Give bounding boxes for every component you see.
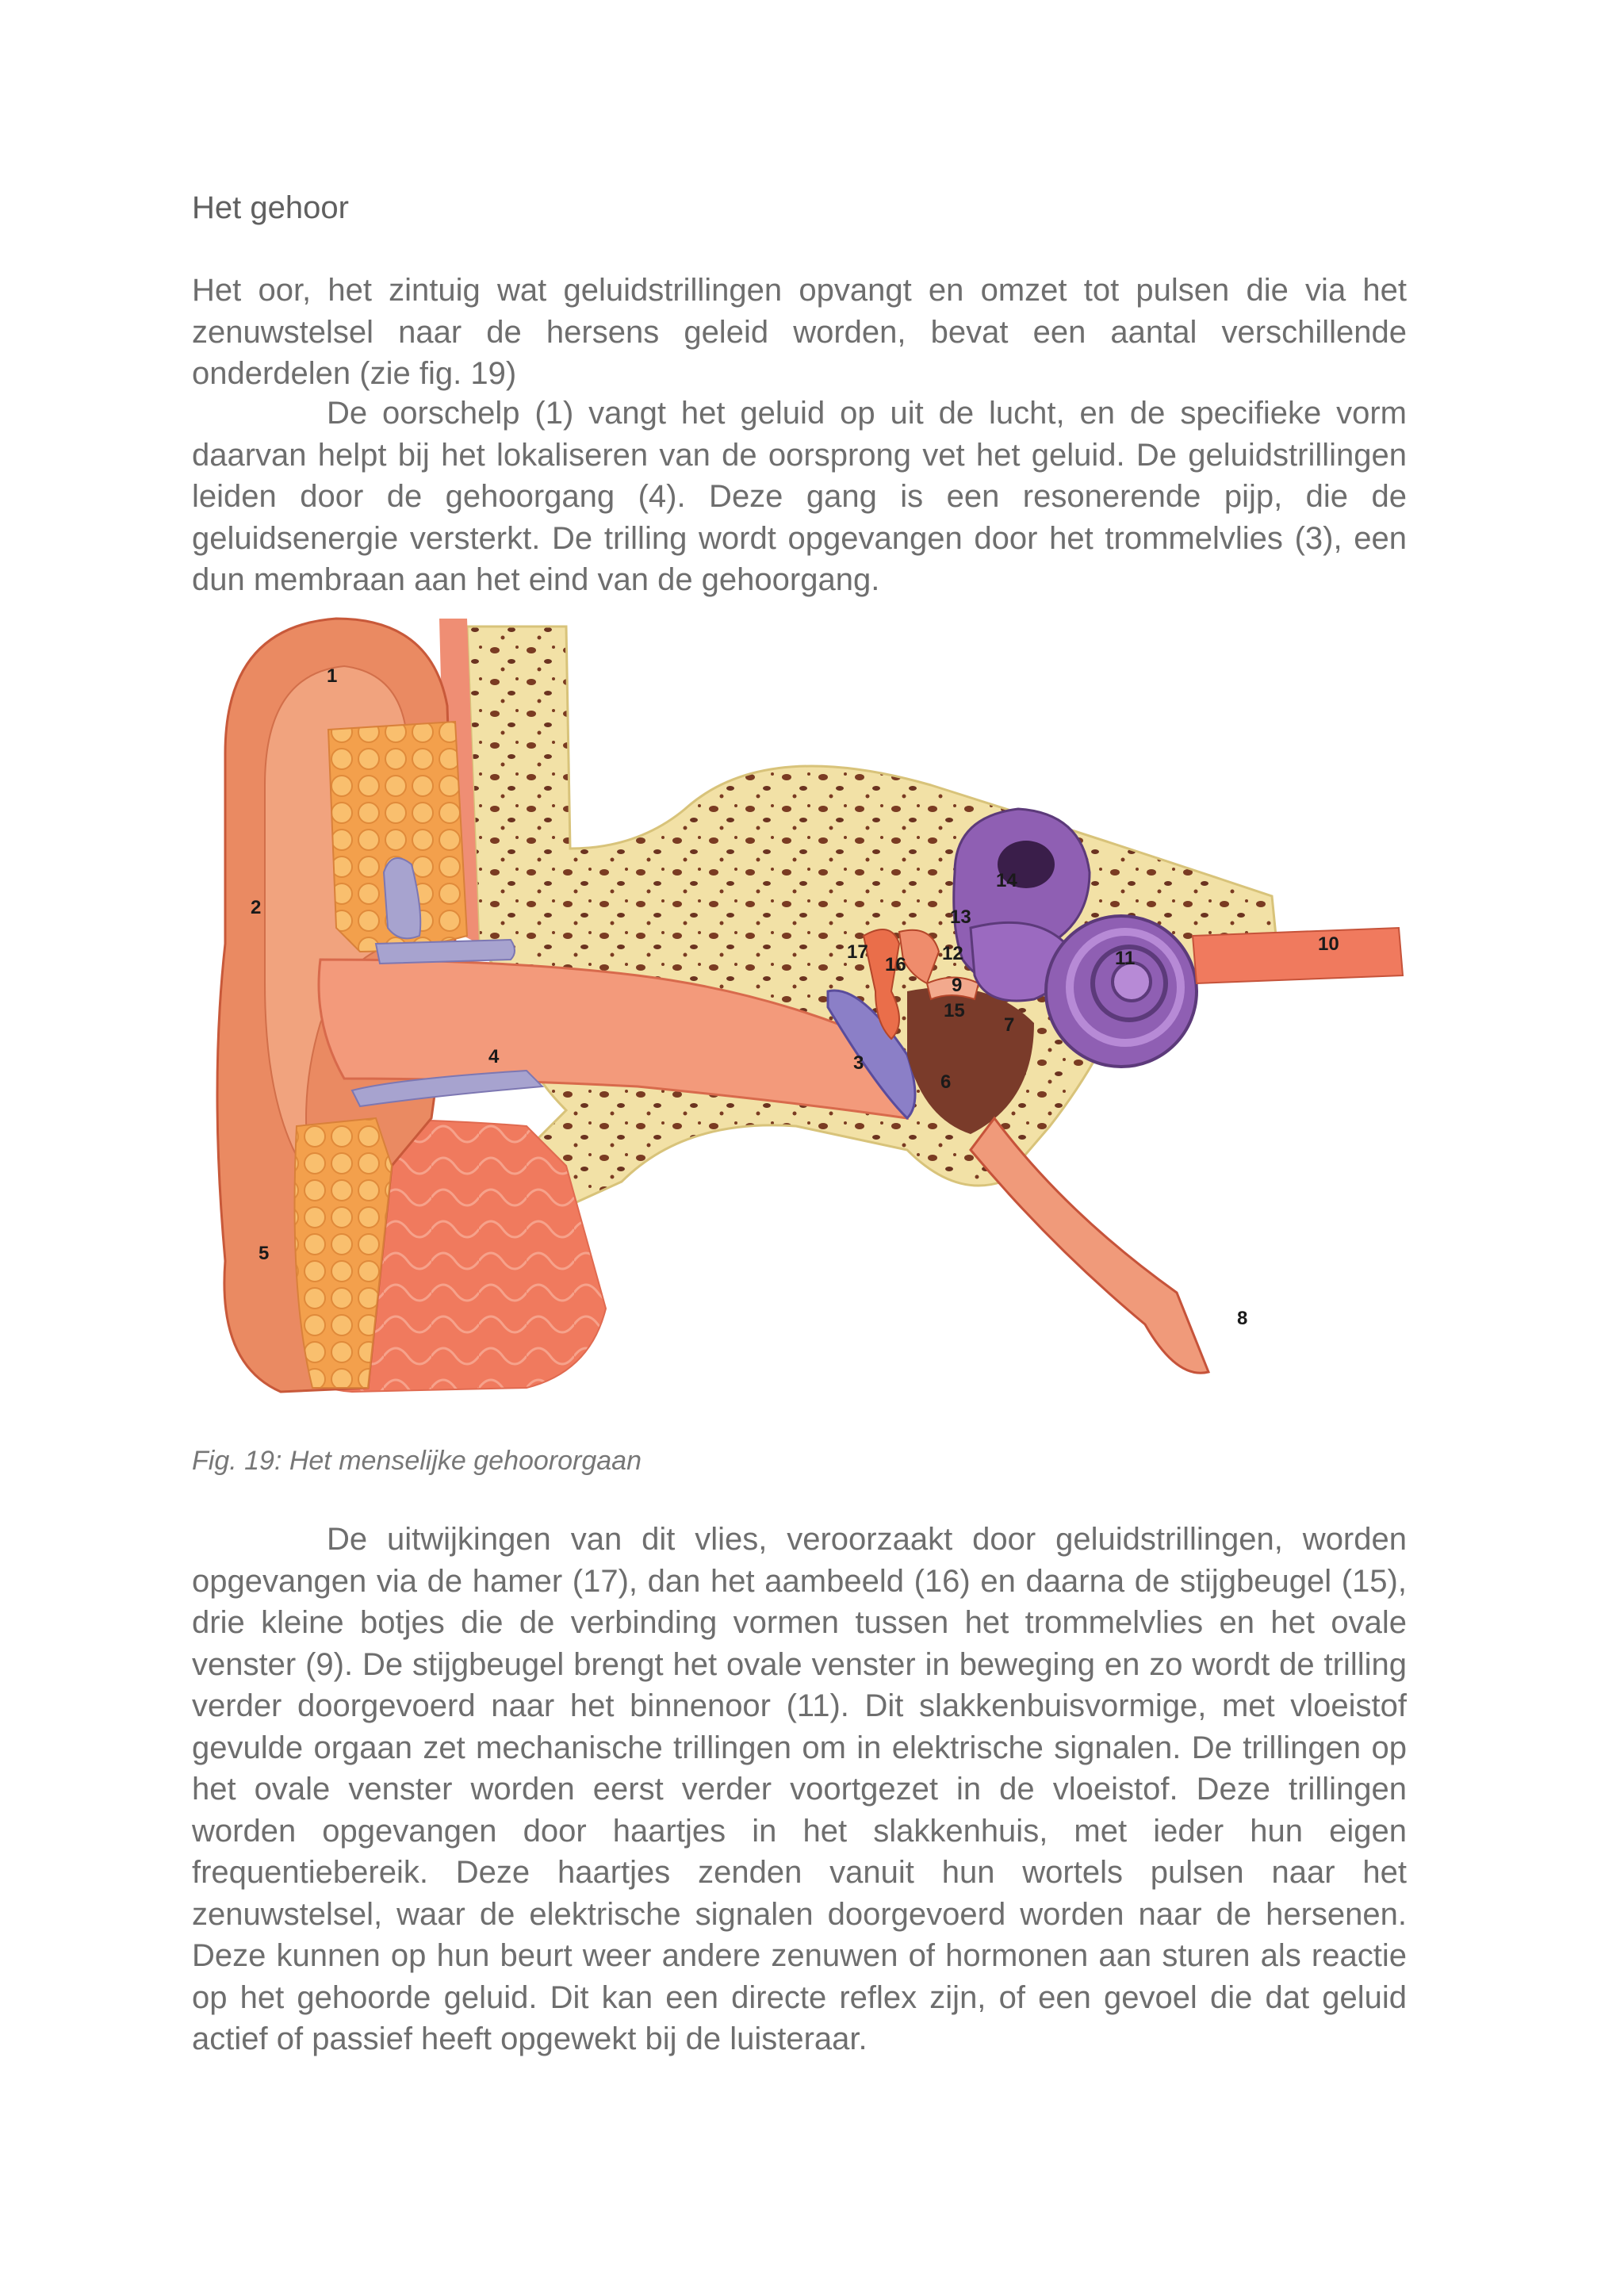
label-6: 6 [940,1071,952,1093]
ear-anatomy-illustration [193,611,1408,1396]
label-12: 12 [942,943,963,964]
label-10: 10 [1318,933,1339,955]
label-16: 16 [885,954,906,975]
label-17: 17 [847,941,868,963]
label-3: 3 [853,1052,864,1074]
auditory-nerve [1193,928,1403,983]
label-11: 11 [1115,948,1136,969]
label-14: 14 [996,870,1017,891]
label-2: 2 [251,897,262,918]
label-4: 4 [488,1046,500,1067]
intro-paragraph: Het oor, het zintuig wat geluidstrillingen opvangt en omzet tot pulsen die via het zenuwstelsel naar de hersens geleid worden, bevat een aantal verschillende onderdelen (zie fig. 19) [192,273,1407,391]
inner-ear-paragraph: De uitwijkingen van dit vlies, veroorzaakt door geluidstrillingen, worden opgevangen via de hamer (17), dan het aambeeld (16) en daarna de stijgbeugel (15), drie kleine botjes die de verbinding vormen tussen het trommelvlies en het ovale venster (9). De stijgbeugel brengt het ovale venster in beweging en zo wordt de trilling verder doorgevoerd naar het binnenoor (11). Dit slakkenbuisvormige, met vloeistof gevulde orgaan zet mechanische trillingen om in elektrische signalen. De trillingen op het ovale venster worden eerst verder voortgezet in de vloeistof. Deze trillingen worden opgevangen door haartjes in het slakkenhuis, met ieder hun eigen frequentiebereik. Deze haartjes zenden vanuit hun wortels pulsen naar het zenuwstelsel, waar de elektrische signalen doorgevoerd worden naar de hersenen. Deze kunnen op hun beurt weer andere zenuwen of hormonen aan sturen als reactie op het gehoorde geluid. Dit kan een directe reflex zijn, of een gevoel die dat geluid actief of passief heeft opgewekt bij de luisteraar. [192,1522,1407,2056]
label-5: 5 [259,1243,270,1264]
figure-caption: Fig. 19: Het menselijke gehoororgaan [192,1446,642,1476]
label-8: 8 [1237,1308,1248,1329]
cartilage-canal-top [376,940,515,964]
label-13: 13 [950,906,971,928]
outer-ear-paragraph: De oorschelp (1) vangt het geluid op uit de lucht, en de specifieke vorm daarvan helpt bij het lokaliseren van de oorsprong vet het geluid. De geluidstrillingen leiden door de gehoorgang (4). Deze gang is een resonerende pijp, die de geluidsenergie versterkt. De trilling wordt opgevangen door het trommelvlies (3), een dun membraan aan het eind van de gehoorgang. [192,396,1407,597]
label-1: 1 [327,665,338,687]
label-9: 9 [952,975,963,996]
section-heading: Het gehoor [192,190,349,225]
label-7: 7 [1004,1014,1015,1036]
eustachian-tube [971,1118,1208,1373]
label-15: 15 [944,1000,965,1021]
